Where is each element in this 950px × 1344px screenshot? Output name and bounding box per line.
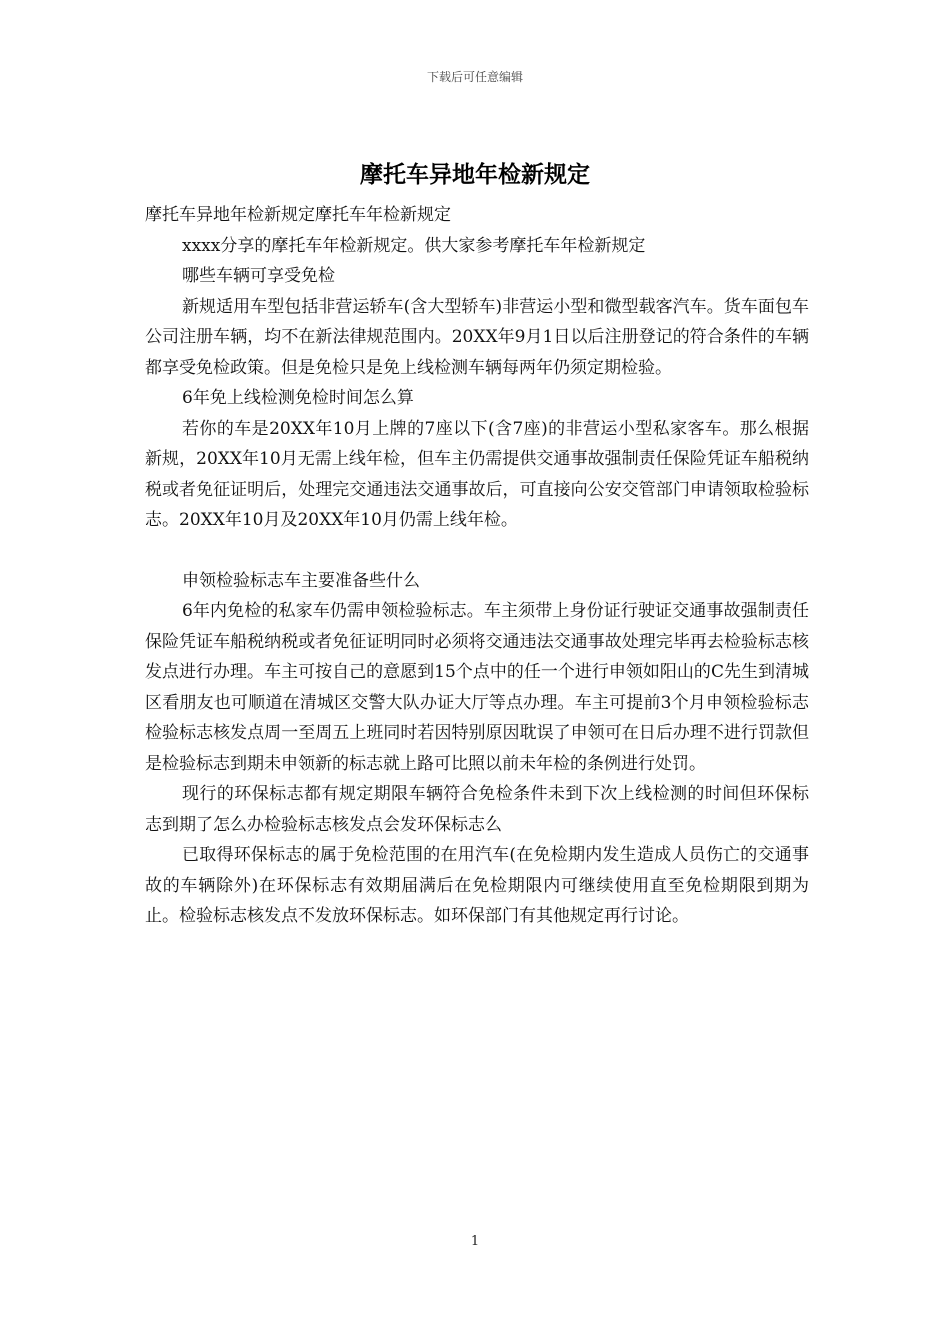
paragraph: 6年内免检的私家车仍需申领检验标志。车主须带上身份证行驶证交通事故强制责任保险凭证车船税纳税或者免征证明同时必须将交通违法交通事故处理完毕再去检验标志核发点进行办理。车主可按自己的意愿到15个点中的任一个进行申领如阳山的C先生到清城区看朋友也可顺道在清城区交警大队办证大厅等点办理。车主可提前3个月申领检验标志检验标志核发点周一至周五上班同时若因特别原因耽误了申领可在日后办理不进行罚款但是检验标志到期未申领新的标志就上路可比照以前未年检的条例进行处罚。 — [145, 601, 809, 774]
document-body — [145, 200, 809, 932]
paragraph: 新规适用车型包括非营运轿车(含大型轿车)非营运小型和微型载客汽车。货车面包车公司注册车辆，均不在新法律规范围内。20XX年9月1日以后注册登记的符合条件的车辆都享受免检政策。但是免检只是免上线检测车辆每两年仍须定期检验。 — [145, 296, 809, 378]
paragraph: 现行的环保标志都有规定期限车辆符合免检条件未到下次上线检测的时间但环保标志到期了怎么办检验标志核发点会发环保标志么 — [145, 784, 809, 835]
header-note: 下载后可任意编辑 — [426, 70, 523, 84]
paragraph-subtitle: 摩托车异地年检新规定摩托车年检新规定 — [145, 205, 451, 225]
paragraph: 已取得环保标志的属于免检范围的在用汽车(在免检期内发生造成人员伤亡的交通事故的车辆除外)在环保标志有效期届满后在免检期限内可继续使用直至免检期限到期为止。检验标志核发点不发放环保标志。如环保部门有其他规定再行讨论。 — [145, 845, 809, 926]
paragraph: 若你的车是20XX年10月上牌的7座以下(含7座)的非营运小型私家客车。那么根据新规，20XX年10月无需上线年检，但车主仍需提供交通事故强制责任保险凭证车船税纳税或者免征证明后，处理完交通违法交通事故后，可直接向公安交管部门申请领取检验标志。20XX年10月及20XX年10月仍需上线年检。 — [145, 418, 809, 530]
section-heading: 6年免上线检测免检时间怎么算 — [182, 388, 414, 408]
document-title: 摩托车异地年检新规定 — [360, 162, 590, 188]
paragraph-intro: xxxx分享的摩托车年检新规定。供大家参考摩托车年检新规定 — [182, 235, 646, 256]
section-heading: 哪些车辆可享受免检 — [182, 266, 335, 286]
section-heading: 申领检验标志车主要准备些什么 — [182, 570, 420, 591]
page-number: 1 — [470, 1234, 480, 1249]
